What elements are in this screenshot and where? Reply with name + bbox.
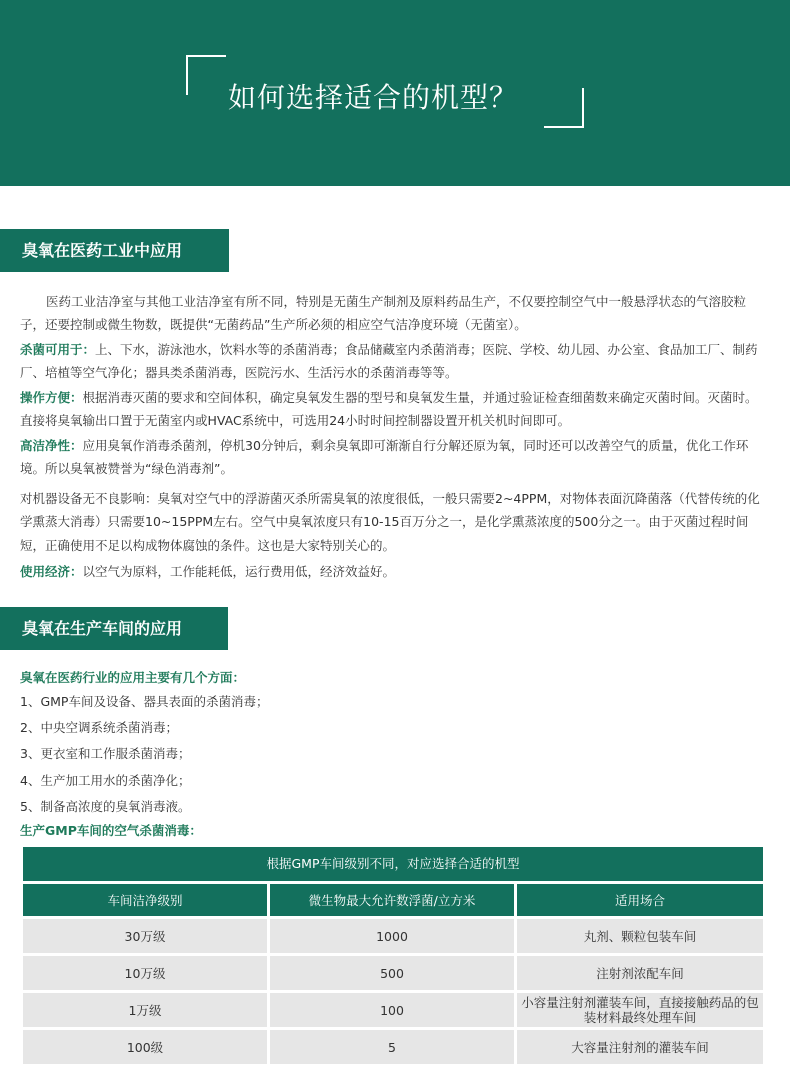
column-header: 微生物最大允许数浮菌/立方米 [270,884,514,916]
paragraph-label: 杀菌可用于： [20,342,96,357]
list-item: 4、生产加工用水的杀菌净化； [20,772,191,788]
list-item: 2、中央空调系统杀菌消毒； [20,720,178,736]
bracket-bottom-right [544,88,584,128]
table-cell: 注射剂浓配车间 [517,956,763,990]
paragraph-easy-operation [20,386,770,433]
list-item: 5、制备高浓度的臭氧消毒液。 [20,798,191,814]
table-row [23,993,763,1027]
column-header: 适用场合 [517,884,763,916]
paragraph-text: 对机器设备无不良影响：臭氧对空气中的浮游菌灭杀所需臭氧的浓度很低，一般只需要2~4PPM，对物体表面沉降菌落（代替传统的化学熏蒸大消毒）只需要10~15PPM左右。空气中臭氧浓度只有10-15百万分之一，是化学熏蒸浓度的500分之一。由于灭菌过程时间短，正确使用不足以构成物体腐蚀的条件。这也是大家特别关心的。 [20,491,760,553]
table-cell: 10万级 [23,956,267,990]
table-cell: 5 [270,1030,514,1064]
bracket-top-left [186,55,226,95]
table-cell: 500 [270,956,514,990]
list-item: 1、GMP车间及设备、器具表面的杀菌消毒； [20,694,269,709]
table-row [23,1030,763,1064]
table-cell: 100级 [23,1030,267,1064]
table-cell: 1000 [270,919,514,953]
table-caption: 根据GMP车间级别不同，对应选择合适的机型 [23,847,763,881]
paragraph-economical [20,560,770,583]
paragraph-label: 操作方便： [20,390,83,405]
paragraph-text: 上、下水，游泳池水，饮料水等的杀菌消毒；食品储藏室内杀菌消毒；医院、学校、幼儿园、办公室、食品加工厂、制药厂、培植等空气净化；器具类杀菌消毒，医院污水、生活污水的杀菌消毒等等。 [20,342,758,381]
applications-list [20,689,268,820]
paragraph-text: 以空气为原料，工作能耗低，运行费用低，经济效益好。 [82,564,396,579]
list-item: 3、更衣室和工作服杀菌消毒； [20,746,191,762]
intro-paragraph: 医药工业洁净室与其他工业洁净室有所不同，特别是无菌生产制剂及原料药品生产，不仅要控制空气中一般悬浮状态的气溶胶粒子，还要控制或微生物数，既提供“无菌药品”生产所必须的相应空气洁净度环境（无菌室）。 [20,294,747,333]
table-header-row [23,884,763,916]
gmp-subheading: 生产GMP车间的空气杀菌消毒： [20,823,202,838]
paragraph-sterilization-uses [20,338,770,385]
paragraph-high-cleanliness [20,434,770,481]
table-cell: 大容量注射剂的灌装车间 [517,1030,763,1064]
page-title: 如何选择适合的机型？ [228,81,519,114]
header-banner [0,0,790,186]
section-heading-pharma: 臭氧在医药工业中应用 [0,229,229,272]
table-cell: 100 [270,993,514,1027]
section-heading-workshop: 臭氧在生产车间的应用 [0,607,228,650]
table-cell: 1万级 [23,993,267,1027]
paragraph-text: 应用臭氧作消毒杀菌剂，停机30分钟后，剩余臭氧即可渐渐自行分解还原为氧，同时还可以改善空气的质量，优化工作环境。所以臭氧被赞誉为“绿色消毒剂”。 [20,438,749,477]
table-row [23,919,763,953]
gmp-table [23,847,763,1064]
paragraph-no-equipment-damage [20,487,770,557]
column-header: 车间洁净级别 [23,884,267,916]
paragraph-text: 根据消毒灭菌的要求和空间体积，确定臭氧发生器的型号和臭氧发生量，并通过验证检查细菌数来确定灭菌时间。灭菌时。直接将臭氧输出口置于无菌室内或HVAC系统中，可选用24小时时间控制器设置开机关机时间即可。 [20,390,758,429]
table-cell: 丸剂、颗粒包装车间 [517,919,763,953]
paragraph-label: 使用经济： [20,564,83,579]
table-cell: 30万级 [23,919,267,953]
table-row [23,956,763,990]
applications-subheading: 臭氧在医药行业的应用主要有几个方面： [20,670,246,685]
table-cell: 小容量注射剂灌装车间，直接接触药品的包装材料最终处理车间 [517,993,763,1027]
paragraph-label: 高洁净性： [20,438,83,453]
